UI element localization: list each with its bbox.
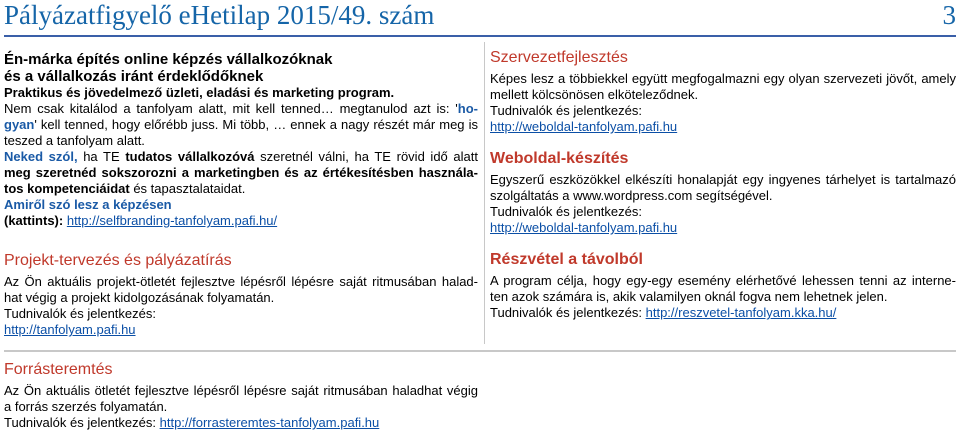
left-column [4,51,478,338]
click-label: (kattints): [4,213,67,228]
project-planning-info-label: Tudnivalók és jelentkezés: [4,306,156,321]
p1-text-b: ' kell tenned, hogy előrébb juss. Mi több, … ennek a nagy részét már meg is teszed a tanfolyam alatt. [4,117,478,148]
web-dev-title: Weboldal-készítés [490,150,629,167]
remote-participation-link[interactable]: http://reszvetel-tanfolyam.kka.hu/ [645,305,837,320]
selfbranding-link-line [4,213,478,229]
org-dev-text: Képes lesz a többiekkel együtt megfogalmazni egy olyan szervezeti jövőt, amely mellett kölcsönösen elköteleződnek. [490,71,956,102]
selfbranding-link[interactable]: http://selfbranding-tanfolyam.pafi.hu/ [66,213,278,228]
web-dev-link[interactable]: http://weboldal-tanfolyam.pafi.hu [490,220,678,235]
org-dev-title: Szervezetfejlesztés [490,49,628,66]
p2-text-c: szeretnél válni, ha TE rövid idő alatt [254,149,478,164]
org-dev-link[interactable]: http://weboldal-tanfolyam.pafi.hu [490,119,678,134]
p2-text-a: ha TE [77,149,126,164]
web-dev-text: Egyszerű eszközökkel elkészíti honalapját egy ingyenes tárhelyet is tartalmazó szolgáltatás a www.wordpress.com segítségével. [490,172,956,203]
page-number: 3 [942,0,956,30]
project-planning-text: Az Ön aktuális projekt-ötletét fejlesztve lépésről lépésre saját ritmusában halad-hat végig a projekt kidolgozásának folyamatán. [4,274,478,305]
fundraising-link[interactable]: http://forrasteremtes-tanfolyam.pafi.hu [159,415,380,430]
org-dev-section [490,48,956,135]
fundraising-section [4,360,478,431]
selfbranding-paragraph-2 [4,149,478,197]
p2-bold-1: tudatos vállalkozóvá [125,149,255,164]
fundraising-title: Forrásteremtés [4,361,113,378]
remote-participation-info-line [490,305,956,321]
p2-text-d: és tapasztalataidat. [129,181,246,196]
fundraising-info-label: Tudnivalók és jelentkezés: [4,415,160,430]
remote-participation-section [490,250,956,321]
selfbranding-about: Amiről szó lesz a képzésen [4,197,172,212]
selfbranding-title-line1: Én-márka építés online képzés vállalkozóknak [4,51,333,68]
p2-bold-2: meg szeretnéd sokszorozni a marketingben és az értékesítésben használa-tos kompetenciáidat [4,165,478,196]
right-column [490,48,956,321]
column-divider [484,42,485,344]
p1-highlight: ho-gyan [4,101,478,132]
remote-participation-text: A program célja, hogy egy-egy esemény elérhetővé lehessen tenni az interne-ten azok számára is, akik valamilyen oknál fogva nem lehetnek jelen. [490,273,956,304]
project-planning-link[interactable]: http://tanfolyam.pafi.hu [4,322,136,337]
web-dev-info-label: Tudnivalók és jelentkezés: [490,204,642,219]
selfbranding-title-line2: és a vállalkozás iránt érdeklődőknek [4,68,264,85]
org-dev-info-label: Tudnivalók és jelentkezés: [490,103,642,118]
project-planning-section [4,251,478,338]
remote-participation-title: Részvétel a távolból [490,251,643,268]
selfbranding-section [4,51,478,229]
fundraising-info-line [4,415,478,431]
remote-participation-info-label: Tudnivalók és jelentkezés: [490,305,646,320]
section-divider [4,350,956,352]
p1-text-a: Nem csak kitalálod a tanfolyam alatt, mit kell tenned… megtanulod azt is: ' [4,101,458,116]
header-rule [4,35,956,37]
p2-highlight: Neked szól, [4,149,78,164]
web-dev-section [490,149,956,236]
project-planning-title: Projekt-tervezés és pályázatírás [4,252,232,269]
selfbranding-subtitle: Praktikus és jövedelmező üzleti, eladási és marketing program. [4,85,395,100]
fundraising-text: Az Ön aktuális ötletét fejlesztve lépésről lépésre saját ritmusában haladhat végig a forrás szerzés folyamatán. [4,383,478,414]
selfbranding-paragraph-1 [4,101,478,149]
page-title: Pályázatfigyelő eHetilap 2015/49. szám [4,0,435,30]
